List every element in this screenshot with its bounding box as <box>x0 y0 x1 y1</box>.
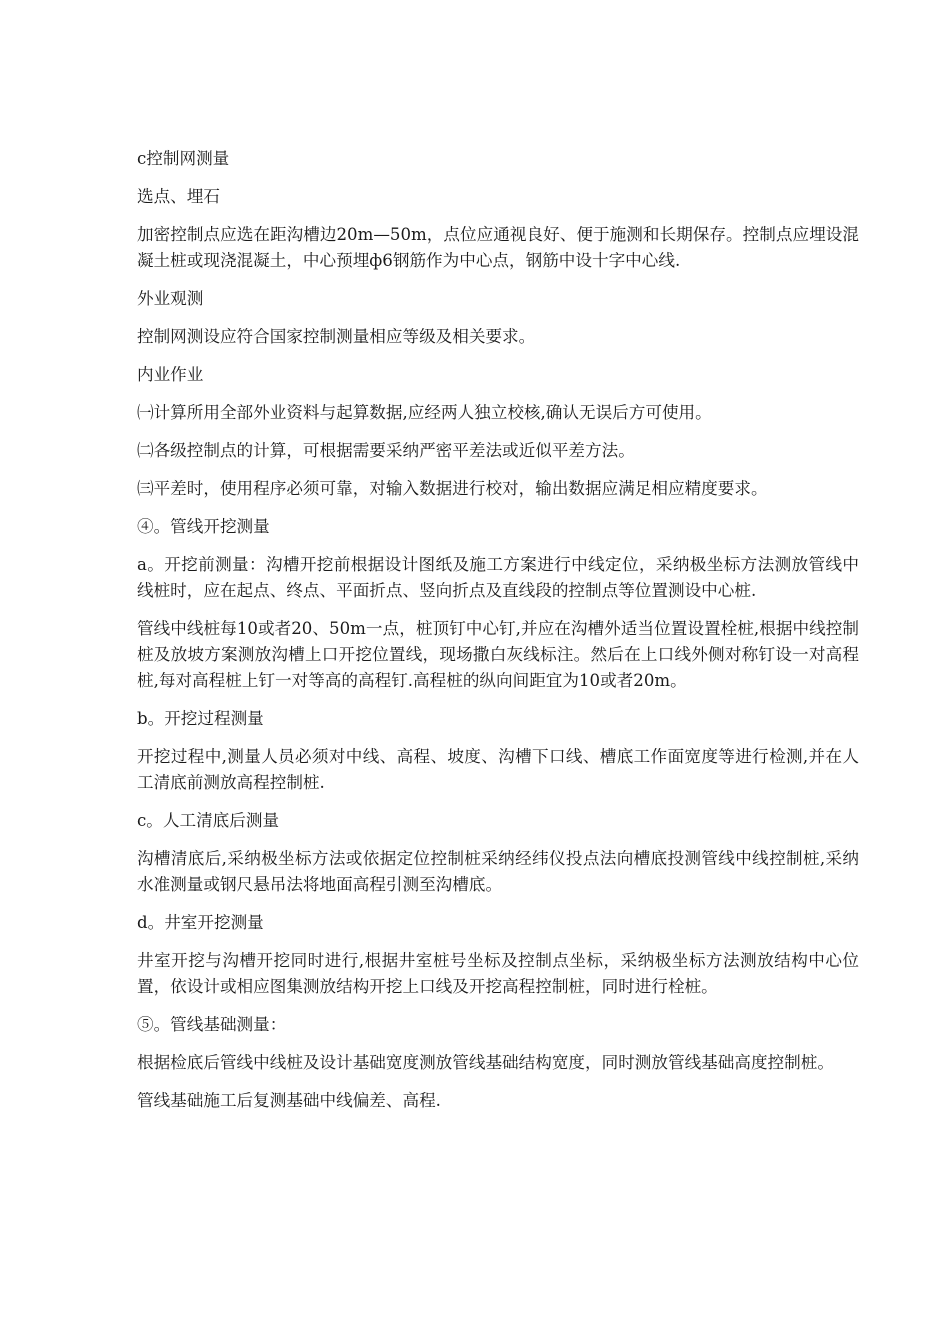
after-cleanup-text: 沟槽清底后,采纳极坐标方法或依据定位控制桩采纳经纬仪投点法向槽底投测管线中线控制桩,采纳水准测量或钢尺悬吊法将地面高程引测至沟槽底。 <box>137 849 859 894</box>
centerline-stake-text: 管线中线桩每10或者20、50m一点，桩顶钉中心钉,并应在沟槽外适当位置设置栓桩,根据中线控制桩及放坡方案测放沟槽上口开挖位置线，现场撒白灰线标注。然后在上口线外侧对称钉设一对高程桩,每对高程桩上钉一对等高的高程钉.高程桩的纵向间距宜为10或者20m。 <box>137 619 859 690</box>
office-work-item-3: ㈢平差时，使用程序必须可靠，对输入数据进行校对，输出数据应满足相应精度要求。 <box>137 479 768 498</box>
foundation-text-1: 根据检底后管线中线桩及设计基础宽度测放管线基础结构宽度，同时测放管线基础高度控制桩。 <box>137 1053 834 1072</box>
section-4-title: ④。管线开挖测量 <box>137 517 270 536</box>
subsection-b-title: b。开挖过程测量 <box>137 709 264 728</box>
foundation-text-2: 管线基础施工后复测基础中线偏差、高程. <box>137 1091 441 1110</box>
subsection-field-observation: 外业观测 <box>137 289 204 308</box>
excavation-process-text: 开挖过程中,测量人员必须对中线、高程、坡度、沟槽下口线、槽底工作面宽度等进行检测,并在人工清底前测放高程控制桩. <box>137 747 859 792</box>
section-5-title: ⑤。管线基础测量： <box>137 1015 287 1034</box>
office-work-item-1: ㈠计算所用全部外业资料与起算数据,应经两人独立校核,确认无误后方可使用。 <box>137 403 712 422</box>
shaft-excavation-text: 井室开挖与沟槽开挖同时进行,根据井室桩号坐标及控制点坐标，采纳极坐标方法测放结构中心位置，依设计或相应图集测放结构开挖上口线及开挖高程控制桩，同时进行栓桩。 <box>137 951 859 996</box>
section-c-title: c控制网测量 <box>137 149 230 168</box>
subsection-d-title: d。井室开挖测量 <box>137 913 264 932</box>
site-selection-text: 加密控制点应选在距沟槽边20m—50m，点位应通视良好、便于施测和长期保存。控制点应埋设混凝土桩或现浇混凝土，中心预埋ф6钢筋作为中心点，钢筋中设十字中心线. <box>137 225 859 270</box>
subsection-c-title: c。人工清底后测量 <box>137 811 280 830</box>
document-page <box>137 146 859 1126</box>
office-work-item-2: ㈡各级控制点的计算，可根据需要采纳严密平差法或近似平差方法。 <box>137 441 635 460</box>
pre-excavation-text: a。开挖前测量：沟槽开挖前根据设计图纸及施工方案进行中线定位，采纳极坐标方法测放管线中线桩时，应在起点、终点、平面折点、竖向折点及直线段的控制点等位置测设中心桩. <box>137 555 859 600</box>
subsection-office-work: 内业作业 <box>137 365 204 384</box>
subsection-site-selection: 选点、埋石 <box>137 187 220 206</box>
field-observation-text: 控制网测设应符合国家控制测量相应等级及相关要求。 <box>137 327 536 346</box>
